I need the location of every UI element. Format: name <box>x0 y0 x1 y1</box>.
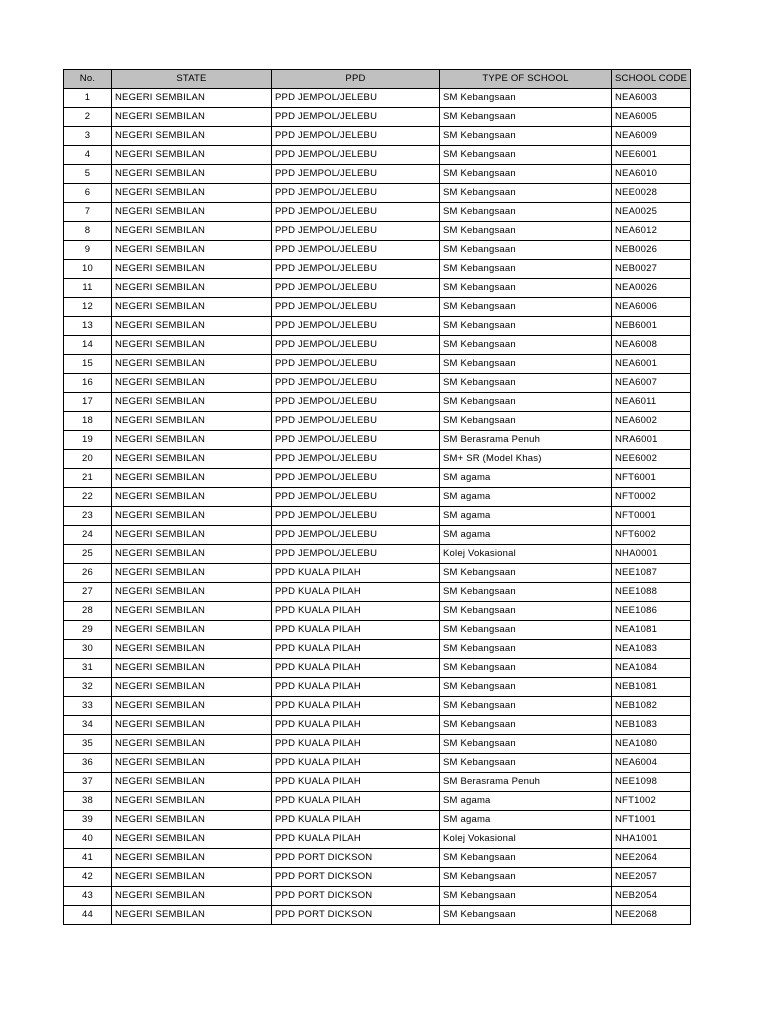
header-no: No. <box>64 70 112 89</box>
cell-school-code: NEB0027 <box>612 260 691 279</box>
table-row <box>64 697 691 716</box>
cell-ppd: PPD JEMPOL/JELEBU <box>272 431 440 450</box>
cell-no: 27 <box>64 583 112 602</box>
cell-ppd: PPD JEMPOL/JELEBU <box>272 507 440 526</box>
cell-no: 8 <box>64 222 112 241</box>
cell-school-code: NFT1002 <box>612 792 691 811</box>
cell-ppd: PPD JEMPOL/JELEBU <box>272 184 440 203</box>
cell-no: 42 <box>64 868 112 887</box>
cell-type-of-school: SM Kebangsaan <box>440 241 612 260</box>
cell-state: NEGERI SEMBILAN <box>112 659 272 678</box>
cell-no: 23 <box>64 507 112 526</box>
cell-school-code: NEE1086 <box>612 602 691 621</box>
cell-school-code: NEE2068 <box>612 906 691 925</box>
cell-type-of-school: SM Berasrama Penuh <box>440 431 612 450</box>
cell-school-code: NEA6010 <box>612 165 691 184</box>
cell-ppd: PPD JEMPOL/JELEBU <box>272 545 440 564</box>
cell-no: 40 <box>64 830 112 849</box>
cell-no: 7 <box>64 203 112 222</box>
table-row <box>64 545 691 564</box>
cell-school-code: NEA6007 <box>612 374 691 393</box>
cell-state: NEGERI SEMBILAN <box>112 906 272 925</box>
cell-no: 2 <box>64 108 112 127</box>
cell-ppd: PPD JEMPOL/JELEBU <box>272 450 440 469</box>
table-row <box>64 754 691 773</box>
cell-school-code: NEE1098 <box>612 773 691 792</box>
cell-ppd: PPD PORT DICKSON <box>272 868 440 887</box>
cell-school-code: NHA0001 <box>612 545 691 564</box>
cell-type-of-school: SM+ SR (Model Khas) <box>440 450 612 469</box>
cell-ppd: PPD JEMPOL/JELEBU <box>272 526 440 545</box>
cell-type-of-school: SM Kebangsaan <box>440 317 612 336</box>
cell-type-of-school: SM Kebangsaan <box>440 336 612 355</box>
cell-no: 31 <box>64 659 112 678</box>
cell-state: NEGERI SEMBILAN <box>112 165 272 184</box>
cell-state: NEGERI SEMBILAN <box>112 507 272 526</box>
cell-state: NEGERI SEMBILAN <box>112 887 272 906</box>
table-row <box>64 526 691 545</box>
cell-no: 25 <box>64 545 112 564</box>
cell-school-code: NEA6003 <box>612 89 691 108</box>
cell-school-code: NEA1084 <box>612 659 691 678</box>
cell-type-of-school: SM Kebangsaan <box>440 583 612 602</box>
cell-type-of-school: SM Kebangsaan <box>440 678 612 697</box>
cell-ppd: PPD JEMPOL/JELEBU <box>272 89 440 108</box>
cell-state: NEGERI SEMBILAN <box>112 298 272 317</box>
table-body <box>64 89 691 925</box>
cell-state: NEGERI SEMBILAN <box>112 412 272 431</box>
table-row <box>64 431 691 450</box>
cell-type-of-school: SM Kebangsaan <box>440 279 612 298</box>
cell-school-code: NFT6001 <box>612 469 691 488</box>
table-row <box>64 241 691 260</box>
cell-type-of-school: SM Kebangsaan <box>440 849 612 868</box>
cell-ppd: PPD KUALA PILAH <box>272 602 440 621</box>
table-row <box>64 716 691 735</box>
cell-state: NEGERI SEMBILAN <box>112 621 272 640</box>
cell-type-of-school: SM Kebangsaan <box>440 393 612 412</box>
cell-school-code: NEA1081 <box>612 621 691 640</box>
table-row <box>64 678 691 697</box>
cell-no: 28 <box>64 602 112 621</box>
cell-ppd: PPD JEMPOL/JELEBU <box>272 393 440 412</box>
cell-state: NEGERI SEMBILAN <box>112 602 272 621</box>
cell-type-of-school: SM Kebangsaan <box>440 564 612 583</box>
cell-no: 24 <box>64 526 112 545</box>
cell-state: NEGERI SEMBILAN <box>112 241 272 260</box>
cell-type-of-school: Kolej Vokasional <box>440 545 612 564</box>
cell-school-code: NEA1080 <box>612 735 691 754</box>
cell-school-code: NFT1001 <box>612 811 691 830</box>
header-school-code: SCHOOL CODE <box>612 70 691 89</box>
cell-type-of-school: SM Kebangsaan <box>440 621 612 640</box>
table-row <box>64 165 691 184</box>
cell-school-code: NEB1083 <box>612 716 691 735</box>
cell-type-of-school: SM Kebangsaan <box>440 374 612 393</box>
cell-no: 14 <box>64 336 112 355</box>
cell-school-code: NEA1083 <box>612 640 691 659</box>
table-row <box>64 507 691 526</box>
cell-no: 6 <box>64 184 112 203</box>
cell-state: NEGERI SEMBILAN <box>112 450 272 469</box>
cell-type-of-school: SM Kebangsaan <box>440 754 612 773</box>
cell-no: 4 <box>64 146 112 165</box>
table-row <box>64 868 691 887</box>
cell-state: NEGERI SEMBILAN <box>112 488 272 507</box>
cell-type-of-school: SM Kebangsaan <box>440 298 612 317</box>
cell-school-code: NEE1087 <box>612 564 691 583</box>
cell-no: 44 <box>64 906 112 925</box>
cell-ppd: PPD KUALA PILAH <box>272 811 440 830</box>
cell-state: NEGERI SEMBILAN <box>112 127 272 146</box>
table-row <box>64 602 691 621</box>
cell-no: 26 <box>64 564 112 583</box>
cell-state: NEGERI SEMBILAN <box>112 678 272 697</box>
table-row <box>64 317 691 336</box>
table-row <box>64 887 691 906</box>
table-row <box>64 336 691 355</box>
cell-ppd: PPD JEMPOL/JELEBU <box>272 203 440 222</box>
cell-type-of-school: SM agama <box>440 469 612 488</box>
cell-ppd: PPD KUALA PILAH <box>272 773 440 792</box>
cell-ppd: PPD JEMPOL/JELEBU <box>272 146 440 165</box>
cell-ppd: PPD KUALA PILAH <box>272 678 440 697</box>
cell-school-code: NEA0025 <box>612 203 691 222</box>
cell-ppd: PPD KUALA PILAH <box>272 697 440 716</box>
cell-state: NEGERI SEMBILAN <box>112 754 272 773</box>
cell-state: NEGERI SEMBILAN <box>112 222 272 241</box>
cell-no: 15 <box>64 355 112 374</box>
table-row <box>64 811 691 830</box>
cell-no: 5 <box>64 165 112 184</box>
cell-school-code: NFT0001 <box>612 507 691 526</box>
cell-ppd: PPD KUALA PILAH <box>272 716 440 735</box>
cell-state: NEGERI SEMBILAN <box>112 146 272 165</box>
cell-type-of-school: SM Kebangsaan <box>440 222 612 241</box>
cell-school-code: NFT0002 <box>612 488 691 507</box>
cell-type-of-school: SM Kebangsaan <box>440 108 612 127</box>
cell-ppd: PPD KUALA PILAH <box>272 792 440 811</box>
cell-ppd: PPD JEMPOL/JELEBU <box>272 165 440 184</box>
cell-type-of-school: SM Kebangsaan <box>440 146 612 165</box>
cell-type-of-school: SM Kebangsaan <box>440 887 612 906</box>
cell-type-of-school: SM agama <box>440 811 612 830</box>
cell-no: 38 <box>64 792 112 811</box>
cell-state: NEGERI SEMBILAN <box>112 564 272 583</box>
cell-type-of-school: SM agama <box>440 526 612 545</box>
cell-no: 39 <box>64 811 112 830</box>
cell-school-code: NEA6012 <box>612 222 691 241</box>
cell-type-of-school: SM Kebangsaan <box>440 89 612 108</box>
cell-state: NEGERI SEMBILAN <box>112 108 272 127</box>
cell-no: 33 <box>64 697 112 716</box>
cell-no: 32 <box>64 678 112 697</box>
table-row <box>64 773 691 792</box>
table-row <box>64 412 691 431</box>
cell-state: NEGERI SEMBILAN <box>112 716 272 735</box>
cell-no: 29 <box>64 621 112 640</box>
cell-type-of-school: SM Kebangsaan <box>440 260 612 279</box>
cell-school-code: NEA6006 <box>612 298 691 317</box>
table-row <box>64 393 691 412</box>
cell-state: NEGERI SEMBILAN <box>112 697 272 716</box>
cell-ppd: PPD JEMPOL/JELEBU <box>272 279 440 298</box>
table-row <box>64 621 691 640</box>
cell-no: 1 <box>64 89 112 108</box>
cell-school-code: NEB1082 <box>612 697 691 716</box>
cell-no: 13 <box>64 317 112 336</box>
cell-ppd: PPD JEMPOL/JELEBU <box>272 127 440 146</box>
table-row <box>64 659 691 678</box>
cell-state: NEGERI SEMBILAN <box>112 374 272 393</box>
cell-no: 41 <box>64 849 112 868</box>
cell-ppd: PPD JEMPOL/JELEBU <box>272 317 440 336</box>
cell-school-code: NEA6001 <box>612 355 691 374</box>
cell-no: 9 <box>64 241 112 260</box>
header-row <box>64 70 691 89</box>
cell-ppd: PPD JEMPOL/JELEBU <box>272 488 440 507</box>
cell-no: 3 <box>64 127 112 146</box>
cell-state: NEGERI SEMBILAN <box>112 811 272 830</box>
cell-school-code: NEE6002 <box>612 450 691 469</box>
cell-ppd: PPD JEMPOL/JELEBU <box>272 108 440 127</box>
header-state: STATE <box>112 70 272 89</box>
table-row <box>64 469 691 488</box>
cell-state: NEGERI SEMBILAN <box>112 792 272 811</box>
cell-school-code: NEE2057 <box>612 868 691 887</box>
cell-state: NEGERI SEMBILAN <box>112 773 272 792</box>
cell-type-of-school: SM Kebangsaan <box>440 868 612 887</box>
cell-type-of-school: SM agama <box>440 507 612 526</box>
cell-type-of-school: SM Kebangsaan <box>440 640 612 659</box>
cell-ppd: PPD JEMPOL/JELEBU <box>272 298 440 317</box>
cell-state: NEGERI SEMBILAN <box>112 431 272 450</box>
header-type-of-school: TYPE OF SCHOOL <box>440 70 612 89</box>
table-row <box>64 184 691 203</box>
cell-school-code: NEB6001 <box>612 317 691 336</box>
cell-type-of-school: SM Kebangsaan <box>440 412 612 431</box>
cell-no: 17 <box>64 393 112 412</box>
table-row <box>64 298 691 317</box>
cell-state: NEGERI SEMBILAN <box>112 526 272 545</box>
cell-type-of-school: SM Kebangsaan <box>440 203 612 222</box>
cell-state: NEGERI SEMBILAN <box>112 583 272 602</box>
cell-type-of-school: SM Kebangsaan <box>440 165 612 184</box>
cell-school-code: NFT6002 <box>612 526 691 545</box>
cell-state: NEGERI SEMBILAN <box>112 355 272 374</box>
cell-state: NEGERI SEMBILAN <box>112 89 272 108</box>
table-row <box>64 127 691 146</box>
cell-type-of-school: SM Berasrama Penuh <box>440 773 612 792</box>
cell-state: NEGERI SEMBILAN <box>112 849 272 868</box>
header-ppd: PPD <box>272 70 440 89</box>
cell-type-of-school: SM Kebangsaan <box>440 906 612 925</box>
cell-ppd: PPD JEMPOL/JELEBU <box>272 336 440 355</box>
cell-ppd: PPD KUALA PILAH <box>272 583 440 602</box>
cell-ppd: PPD PORT DICKSON <box>272 849 440 868</box>
cell-state: NEGERI SEMBILAN <box>112 184 272 203</box>
cell-school-code: NEE6001 <box>612 146 691 165</box>
cell-no: 20 <box>64 450 112 469</box>
cell-ppd: PPD JEMPOL/JELEBU <box>272 355 440 374</box>
cell-state: NEGERI SEMBILAN <box>112 260 272 279</box>
cell-school-code: NHA1001 <box>612 830 691 849</box>
cell-ppd: PPD PORT DICKSON <box>272 906 440 925</box>
cell-ppd: PPD JEMPOL/JELEBU <box>272 374 440 393</box>
cell-type-of-school: Kolej Vokasional <box>440 830 612 849</box>
cell-no: 18 <box>64 412 112 431</box>
cell-no: 11 <box>64 279 112 298</box>
cell-no: 12 <box>64 298 112 317</box>
cell-type-of-school: SM Kebangsaan <box>440 127 612 146</box>
cell-school-code: NEA6008 <box>612 336 691 355</box>
cell-ppd: PPD JEMPOL/JELEBU <box>272 222 440 241</box>
table-row <box>64 792 691 811</box>
table-row <box>64 146 691 165</box>
cell-state: NEGERI SEMBILAN <box>112 469 272 488</box>
cell-no: 34 <box>64 716 112 735</box>
table-row <box>64 564 691 583</box>
cell-ppd: PPD KUALA PILAH <box>272 659 440 678</box>
cell-ppd: PPD KUALA PILAH <box>272 621 440 640</box>
cell-no: 22 <box>64 488 112 507</box>
table-row <box>64 450 691 469</box>
cell-ppd: PPD JEMPOL/JELEBU <box>272 241 440 260</box>
cell-state: NEGERI SEMBILAN <box>112 640 272 659</box>
cell-school-code: NEE2064 <box>612 849 691 868</box>
table-row <box>64 583 691 602</box>
cell-ppd: PPD KUALA PILAH <box>272 564 440 583</box>
cell-ppd: PPD JEMPOL/JELEBU <box>272 412 440 431</box>
cell-type-of-school: SM agama <box>440 792 612 811</box>
table-row <box>64 203 691 222</box>
cell-school-code: NEA0026 <box>612 279 691 298</box>
cell-state: NEGERI SEMBILAN <box>112 545 272 564</box>
table-row <box>64 735 691 754</box>
table-header <box>64 70 691 89</box>
cell-ppd: PPD JEMPOL/JELEBU <box>272 260 440 279</box>
cell-no: 30 <box>64 640 112 659</box>
cell-school-code: NEE0028 <box>612 184 691 203</box>
cell-school-code: NEA6011 <box>612 393 691 412</box>
table-row <box>64 355 691 374</box>
cell-ppd: PPD KUALA PILAH <box>272 830 440 849</box>
table-row <box>64 89 691 108</box>
cell-no: 43 <box>64 887 112 906</box>
cell-school-code: NEA6009 <box>612 127 691 146</box>
cell-type-of-school: SM Kebangsaan <box>440 697 612 716</box>
table-row <box>64 488 691 507</box>
cell-ppd: PPD KUALA PILAH <box>272 735 440 754</box>
cell-school-code: NEB1081 <box>612 678 691 697</box>
table-row <box>64 222 691 241</box>
cell-type-of-school: SM Kebangsaan <box>440 735 612 754</box>
cell-type-of-school: SM Kebangsaan <box>440 184 612 203</box>
cell-no: 37 <box>64 773 112 792</box>
cell-school-code: NEA6004 <box>612 754 691 773</box>
cell-state: NEGERI SEMBILAN <box>112 393 272 412</box>
table-row <box>64 640 691 659</box>
table-row <box>64 374 691 393</box>
cell-ppd: PPD JEMPOL/JELEBU <box>272 469 440 488</box>
cell-type-of-school: SM agama <box>440 488 612 507</box>
cell-type-of-school: SM Kebangsaan <box>440 716 612 735</box>
cell-school-code: NEA6002 <box>612 412 691 431</box>
cell-state: NEGERI SEMBILAN <box>112 203 272 222</box>
cell-state: NEGERI SEMBILAN <box>112 830 272 849</box>
table-row <box>64 906 691 925</box>
school-list-table <box>63 69 691 925</box>
cell-no: 10 <box>64 260 112 279</box>
cell-ppd: PPD PORT DICKSON <box>272 887 440 906</box>
cell-state: NEGERI SEMBILAN <box>112 336 272 355</box>
cell-school-code: NEA6005 <box>612 108 691 127</box>
cell-school-code: NEB0026 <box>612 241 691 260</box>
table-row <box>64 108 691 127</box>
table-row <box>64 260 691 279</box>
cell-school-code: NEB2054 <box>612 887 691 906</box>
cell-school-code: NEE1088 <box>612 583 691 602</box>
cell-school-code: NRA6001 <box>612 431 691 450</box>
cell-type-of-school: SM Kebangsaan <box>440 602 612 621</box>
table-row <box>64 279 691 298</box>
cell-no: 35 <box>64 735 112 754</box>
cell-state: NEGERI SEMBILAN <box>112 279 272 298</box>
cell-no: 36 <box>64 754 112 773</box>
table-row <box>64 849 691 868</box>
cell-no: 21 <box>64 469 112 488</box>
cell-ppd: PPD KUALA PILAH <box>272 640 440 659</box>
cell-state: NEGERI SEMBILAN <box>112 317 272 336</box>
table-row <box>64 830 691 849</box>
cell-state: NEGERI SEMBILAN <box>112 868 272 887</box>
cell-state: NEGERI SEMBILAN <box>112 735 272 754</box>
cell-no: 19 <box>64 431 112 450</box>
cell-type-of-school: SM Kebangsaan <box>440 659 612 678</box>
cell-ppd: PPD KUALA PILAH <box>272 754 440 773</box>
cell-type-of-school: SM Kebangsaan <box>440 355 612 374</box>
cell-no: 16 <box>64 374 112 393</box>
